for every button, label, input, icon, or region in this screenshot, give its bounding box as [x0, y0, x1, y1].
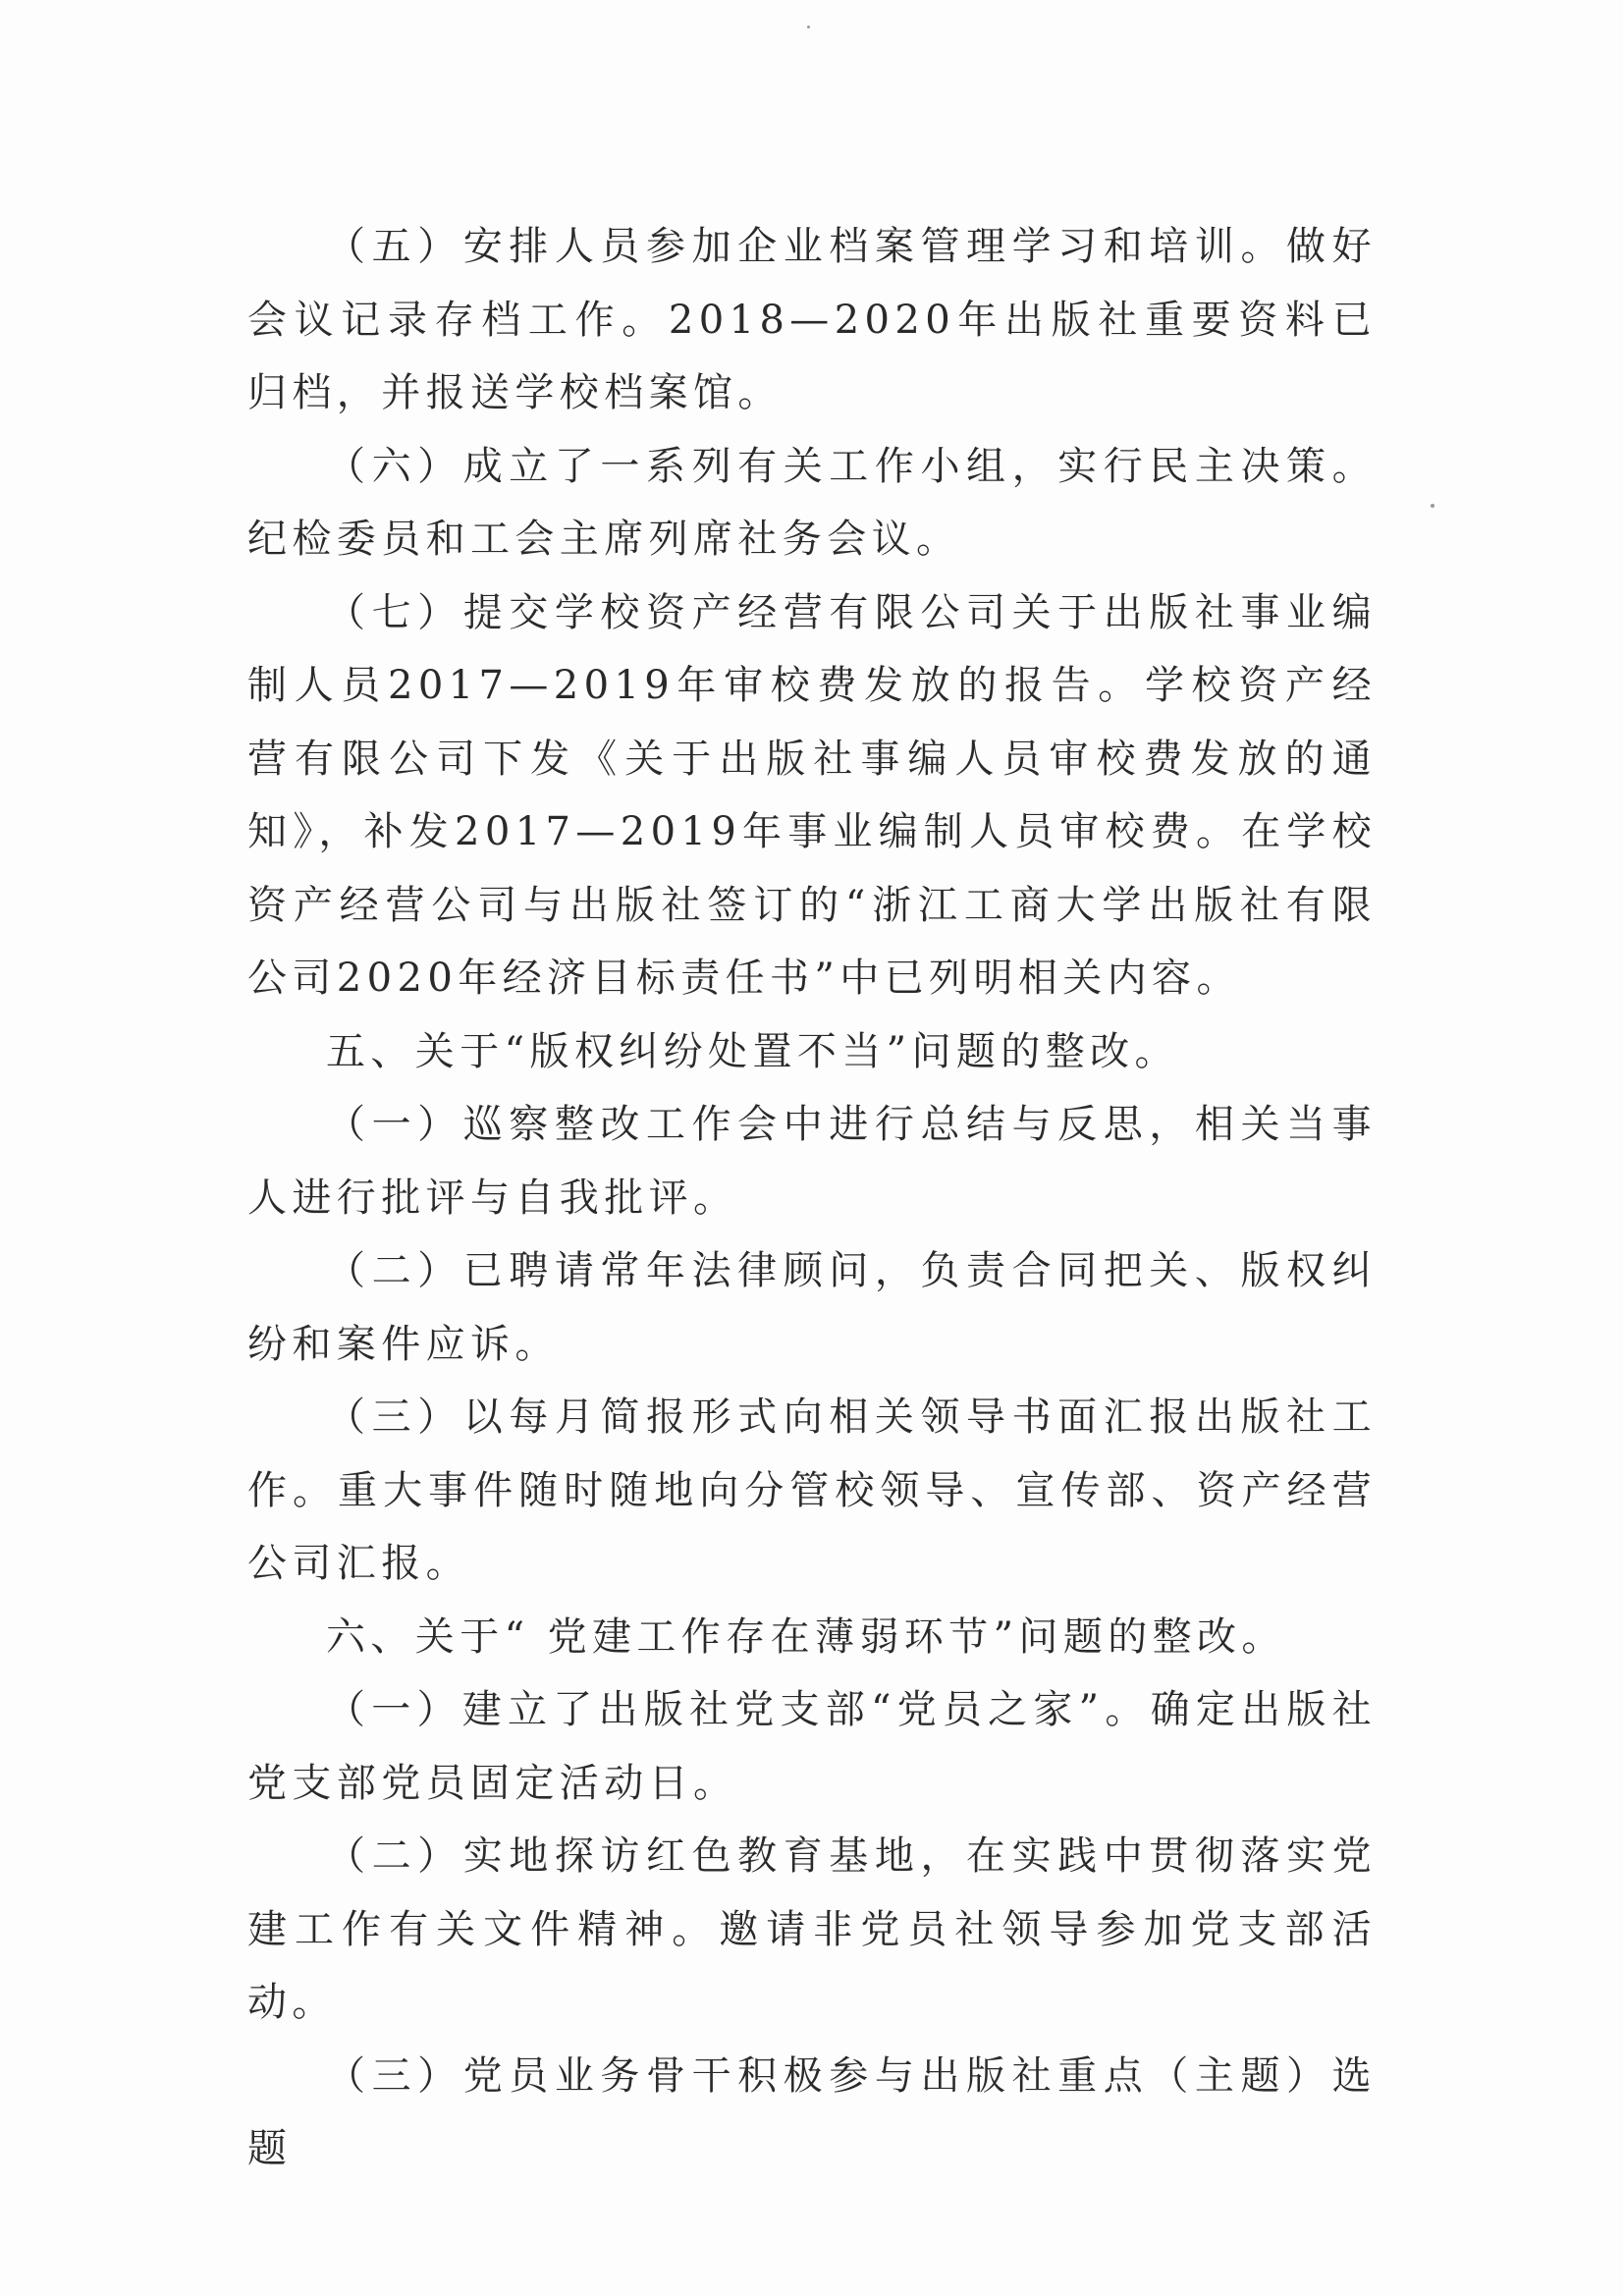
heading-copyright-dispute: 五、关于“版权纠纷处置不当”问题的整改。 — [326, 1028, 1179, 1074]
paragraph-red-education-base: （二）实地探访红色教育基地，在实践中贯彻落实党建工作有关文件精神。邀请非党员社领导参加党支部活动。 — [247, 1833, 1377, 2025]
paragraph-archives-training: （五）安排人员参加企业档案管理学习和培训。做好会议记录存档工作。2018—2020年出版社重要资料已归档，并报送学校档案馆。 — [247, 224, 1377, 415]
scan-speck-right — [1431, 504, 1434, 508]
heading-party-building: 六、关于“ 党建工作存在薄弱环节”问题的整改。 — [326, 1613, 1286, 1660]
paragraph-monthly-briefing: （三）以每月简报形式向相关领导书面汇报出版社工作。重大事件随时随地向分管校领导、宣传部、资产经营公司汇报。 — [247, 1394, 1377, 1586]
document-body — [247, 210, 1377, 2186]
paragraph-party-members-home: （一）建立了出版社党支部“党员之家”。确定出版社党支部党员固定活动日。 — [247, 1687, 1377, 1806]
paragraph-key-topics: （三）党员业务骨干积极参与出版社重点（主题）选题 — [247, 2052, 1377, 2171]
paragraph-working-groups: （六）成立了一系列有关工作小组，实行民主决策。纪检委员和工会主席列席社务会议。 — [247, 443, 1377, 562]
scan-speck-top — [807, 26, 810, 28]
paragraph-review-fee-report: （七）提交学校资产经营有限公司关于出版社事业编制人员2017—2019年审校费发放的报告。学校资产经营有限公司下发《关于出版社事编人员审校费发放的通知》，补发2017—2019年事业编制人员审校费。在学校资产经营公司与出版社签订的“浙江工商大学出版社有限公司2020年经济目标责任书”中已列明相关内容。 — [247, 589, 1377, 1001]
paragraph-self-criticism: （一）巡察整改工作会中进行总结与反思，相关当事人进行批评与自我批评。 — [247, 1102, 1377, 1221]
paragraph-legal-counsel: （二）已聘请常年法律顾问，负责合同把关、版权纠纷和案件应诉。 — [247, 1248, 1377, 1367]
